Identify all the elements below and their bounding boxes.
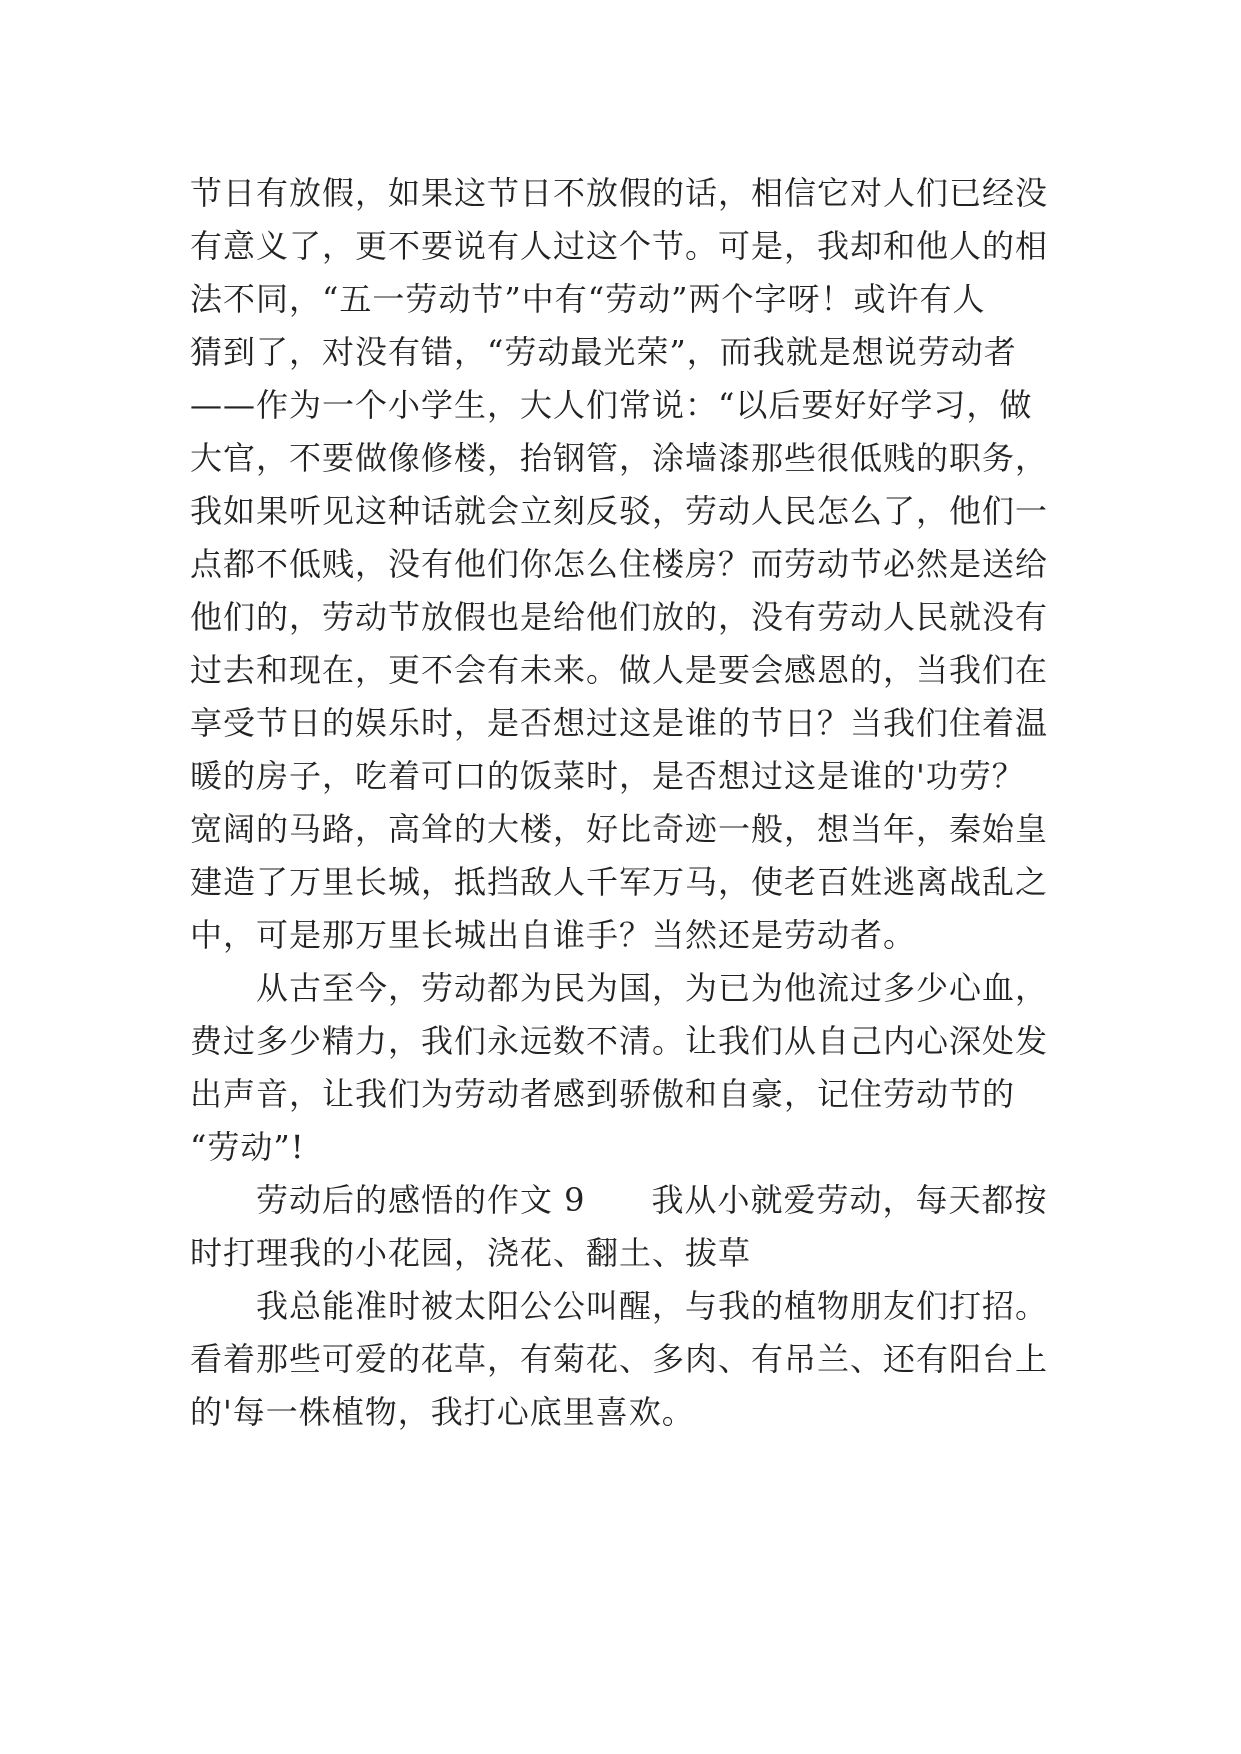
text-line: 节日有放假，如果这节日不放假的话，相信它对人们已经没 — [190, 174, 1049, 212]
text-line: 猜到了，对没有错，“劳动最光荣”，而我就是想说劳动者 — [190, 333, 1017, 371]
paragraph-first-line: 从古至今，劳动都为民为国，为已为他流过多少心血， — [256, 969, 1049, 1007]
text-line: 出声音，让我们为劳动者感到骄傲和自豪，记住劳动节的 — [190, 1075, 1016, 1113]
text-line: 过去和现在，更不会有未来。做人是要会感恩的，当我们在 — [190, 651, 1049, 689]
text-line: 看着那些可爱的花草，有菊花、多肉、有吊兰、还有阳台上 — [190, 1340, 1049, 1378]
text-line: 点都不低贱，没有他们你怎么住楼房？而劳动节必然是送给 — [190, 545, 1049, 583]
text-line: 中，可是那万里长城出自谁手？当然还是劳动者。 — [190, 916, 917, 954]
text-line: 法不同，“五一劳动节”中有“劳动”两个字呀！或许有人 — [190, 280, 986, 318]
text-line: 时打理我的小花园，浇花、翻土、拔草 — [190, 1234, 752, 1272]
text-line: 大官，不要做像修楼，抬钢管，涂墙漆那些很低贱的职务， — [190, 439, 1049, 477]
text-line: 我如果听见这种话就会立刻反驳，劳动人民怎么了，他们一 — [190, 492, 1049, 530]
text-line: 宽阔的马路，高耸的大楼，好比奇迹一般，想当年，秦始皇 — [190, 810, 1049, 848]
section-heading-line: 劳动后的感悟的作文 9 我从小就爱劳动，每天都按 — [256, 1181, 1048, 1219]
text-line: 享受节日的娱乐时，是否想过这是谁的节日？当我们住着温 — [190, 704, 1049, 742]
text-line: 暖的房子，吃着可口的饭菜时，是否想过这是谁的'功劳？ — [190, 757, 1025, 795]
text-line: ——作为一个小学生，大人们常说：“以后要好好学习，做 — [190, 386, 1033, 424]
text-line: 的'每一株植物，我打心底里喜欢。 — [190, 1393, 695, 1431]
paragraph-first-line: 我总能准时被太阳公公叫醒，与我的植物朋友们打招。 — [256, 1287, 1049, 1325]
text-line: 有意义了，更不要说有人过这个节。可是，我却和他人的相 — [190, 227, 1049, 265]
text-line: 建造了万里长城，抵挡敌人千军万马，使老百姓逃离战乱之 — [190, 863, 1049, 901]
text-line: “劳动”! — [190, 1128, 305, 1166]
text-line: 他们的，劳动节放假也是给他们放的，没有劳动人民就没有 — [190, 598, 1049, 636]
text-line: 费过多少精力，我们永远数不清。让我们从自己内心深处发 — [190, 1022, 1049, 1060]
